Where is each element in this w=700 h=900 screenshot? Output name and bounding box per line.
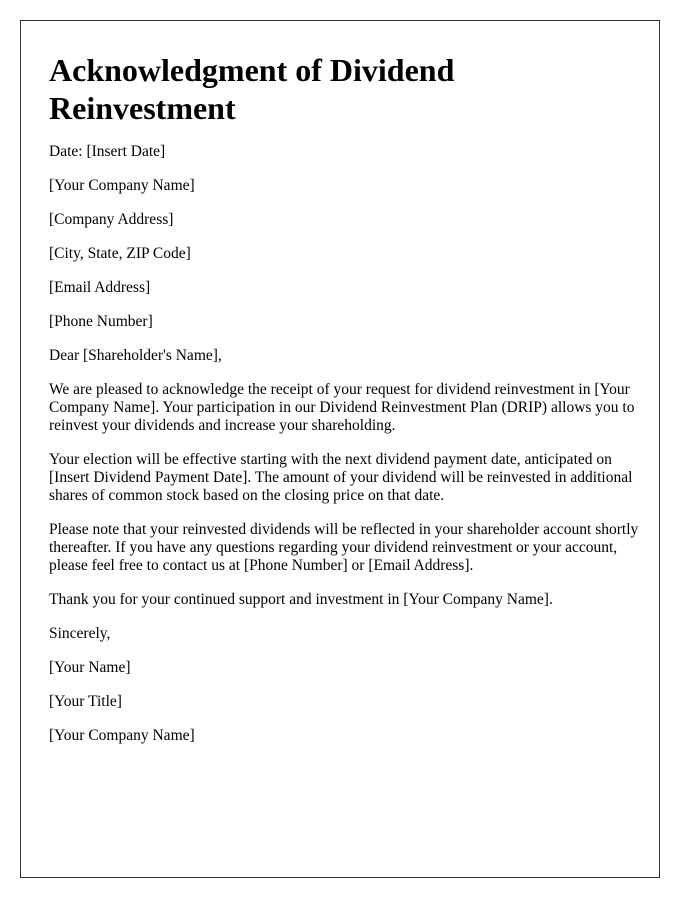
sender-company-address: [Company Address] <box>49 211 174 228</box>
sender-phone: [Phone Number] <box>49 313 153 330</box>
body-paragraph-2: Your election will be effective starting with the next dividend payment date, anticipated on [Insert Dividend Payment Date]. The amount of your dividend will be reinvested in additional shares of common stock based on the closing price on that date. <box>49 451 633 504</box>
salutation: Dear [Shareholder's Name], <box>49 347 222 364</box>
letter-content <box>49 51 639 761</box>
sender-company-name: [Your Company Name] <box>49 177 195 194</box>
signature-title: [Your Title] <box>49 693 122 710</box>
letter-page <box>20 20 660 878</box>
body-paragraph-4: Thank you for your continued support and investment in [Your Company Name]. <box>49 591 553 608</box>
body-paragraph-3: Please note that your reinvested dividends will be reflected in your shareholder account shortly thereafter. If you have any questions regarding your dividend reinvestment or your account, please feel free to contact us at [Phone Number] or [Email Address]. <box>49 521 639 574</box>
date-line: Date: [Insert Date] <box>49 143 166 160</box>
closing: Sincerely, <box>49 625 111 642</box>
letter-title: Acknowledgment of Dividend Reinvestment <box>49 52 455 126</box>
body-paragraph-1: We are pleased to acknowledge the receipt of your request for dividend reinvestment in [Your Company Name]. Your participation in our Dividend Reinvestment Plan (DRIP) allows you to reinvest your dividends and increase your shareholding. <box>49 381 635 434</box>
signature-name: [Your Name] <box>49 659 131 676</box>
sender-email: [Email Address] <box>49 279 151 296</box>
signature-company: [Your Company Name] <box>49 727 195 744</box>
sender-city-state-zip: [City, State, ZIP Code] <box>49 245 191 262</box>
